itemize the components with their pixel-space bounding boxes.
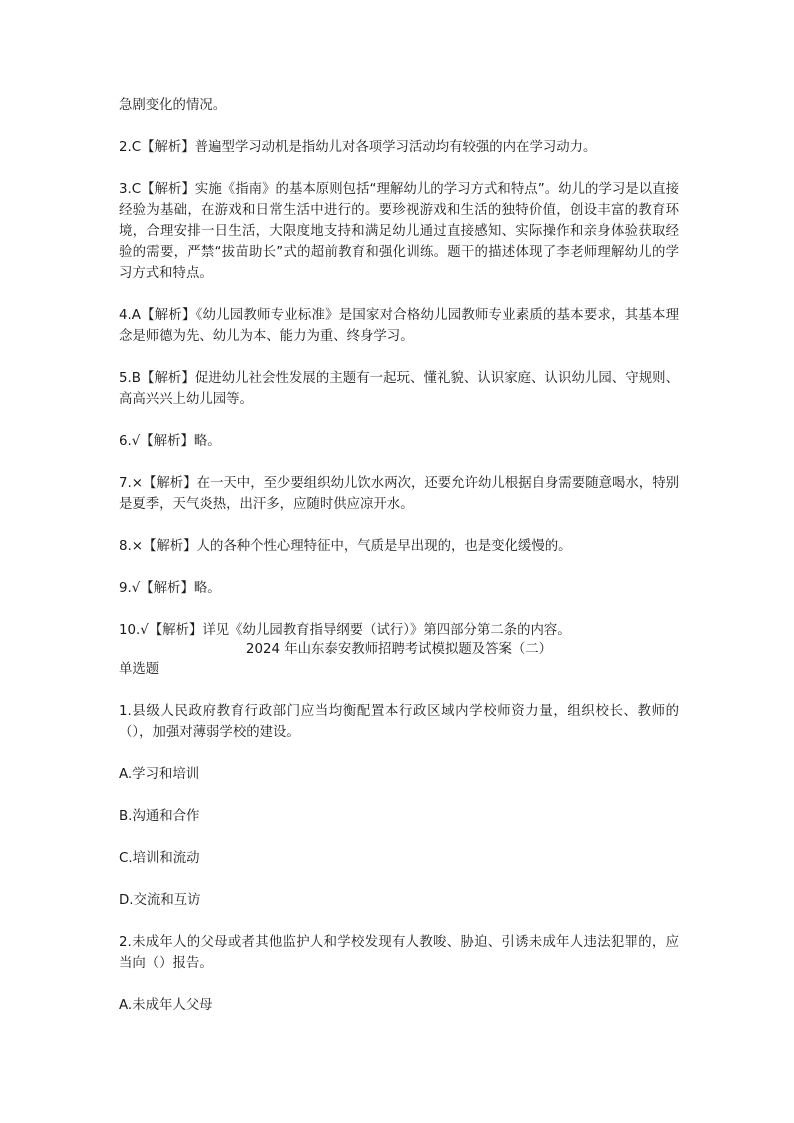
analysis-item-10: 10.√【解析】详见《幼儿园教育指导纲要（试行）》第四部分第二条的内容。 (119, 623, 571, 638)
question-1-option-a: A.学习和培训 (119, 767, 200, 782)
analysis-item-2: 2.C【解析】普遍型学习动机是指幼儿对各项学习活动均有较强的内在学习动力。 (119, 140, 597, 155)
question-1-option-c: C.培训和流动 (119, 851, 200, 866)
section-label: 单选题 (119, 662, 160, 677)
document-body (119, 95, 679, 1037)
exam-title: 2024 年山东泰安教师招聘考试模拟题及答案（二） (245, 642, 553, 657)
analysis-item-5: 5.B【解析】促进幼儿社会性发展的主题有一起玩、懂礼貌、认识家庭、认识幼儿园、守规则、高高兴兴上幼儿园等。 (119, 371, 679, 407)
question-1-option-b: B.沟通和合作 (119, 809, 200, 824)
question-1-stem: 1.县级人民政府教育行政部门应当均衡配置本行政区域内学校师资力量，组织校长、教师的（），加强对薄弱学校的建设。 (119, 704, 679, 740)
question-2-stem: 2.未成年人的父母或者其他监护人和学校发现有人教唆、胁迫、引诱未成年人违法犯罪的，应当向（）报告。 (119, 935, 679, 971)
analysis-item-4: 4.A【解析】《幼儿园教师专业标准》是国家对合格幼儿园教师专业素质的基本要求，其基本理念是师德为先、幼儿为本、能力为重、终身学习。 (119, 308, 679, 344)
analysis-item-6: 6.√【解析】略。 (119, 434, 221, 449)
question-2-option-a: A.未成年人父母 (119, 998, 213, 1013)
analysis-item-3: 3.C【解析】实施《指南》的基本原则包括“理解幼儿的学习方式和特点”。幼儿的学习是以直接经验为基础，在游戏和日常生活中进行的。要珍视游戏和生活的独特价值，创设丰富的教育环境，合理安排一日生活，大限度地支持和满足幼儿通过直接感知、实际操作和亲身体验获取经验的需要，严禁“拔苗助长”式的超前教育和强化训练。题干的描述体现了李老师理解幼儿的学习方式和特点。 (119, 182, 679, 281)
analysis-item-8: 8.×【解析】人的各种个性心理特征中，气质是早出现的，也是变化缓慢的。 (119, 539, 572, 554)
analysis-item-7: 7.×【解析】在一天中，至少要组织幼儿饮水两次，还要允许幼儿根据自身需要随意喝水，特别是夏季，天气炎热，出汗多，应随时供应凉开水。 (119, 476, 679, 512)
analysis-item-9: 9.√【解析】略。 (119, 581, 221, 596)
analysis-continuation: 急剧变化的情况。 (119, 98, 227, 113)
question-1-option-d: D.交流和互访 (119, 893, 201, 908)
